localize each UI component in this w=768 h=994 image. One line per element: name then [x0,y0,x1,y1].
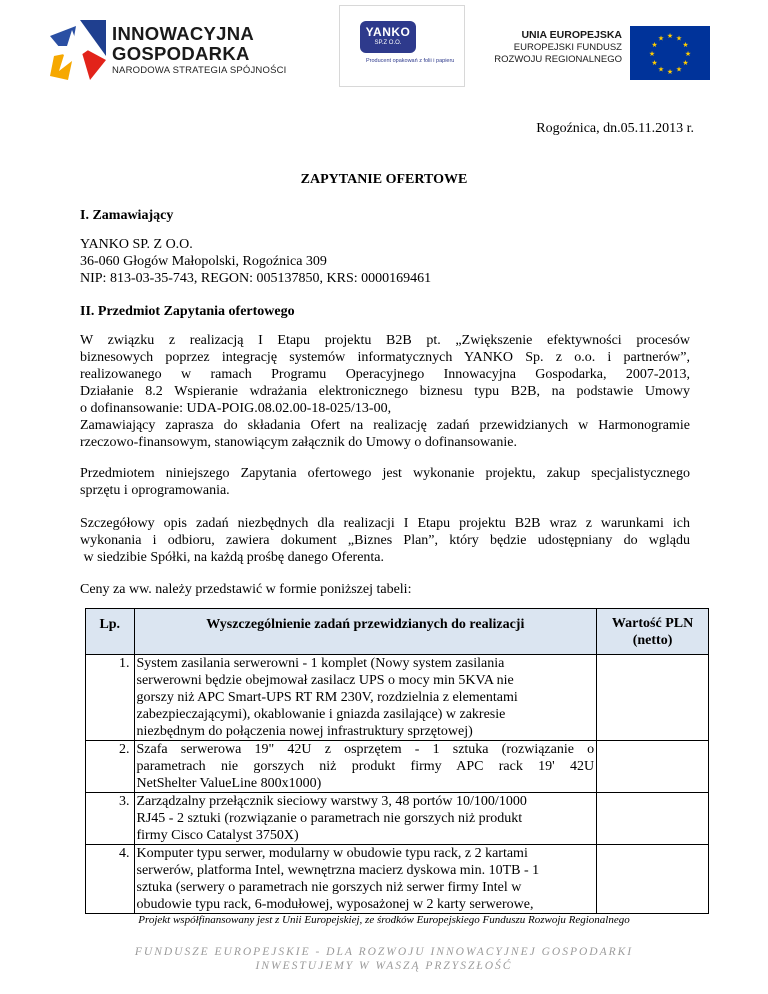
section-1-heading: I. Zamawiający [80,208,174,223]
orderer-name: YANKO SP. Z O.O. [80,237,193,252]
table-row [86,793,709,845]
row-line: gorszy niż APC Smart-UPS RT RM 230V, rozdzielnia z elementami [136,690,518,705]
ig-logo-line1: INNOWACYJNA [112,23,255,44]
paragraph-line: sprzętu i oprogramowania. [80,483,230,498]
table-row [86,655,709,741]
svg-text:★: ★ [675,65,683,74]
paragraph-line: Zamawiający zaprasza do składania Ofert na realizację zadań przewidzianych w Harmonogramie [80,418,690,433]
place-date: Rogoźnica, dn.05.11.2013 r. [536,121,694,136]
row-value-cell[interactable] [597,655,709,741]
svg-text:★: ★ [657,34,665,43]
orderer-ids: NIP: 813-03-35-743, REGON: 005137850, KRS: 0000169461 [80,271,432,286]
row-lp: 1. [86,655,135,741]
paragraph-line: Działanie 8.2 Wspieranie wdrażania elektronicznego biznesu typu B2B, na podstawie Umowy [80,384,690,399]
slogan-line2: INWESTUJEMY W WASZĄ PRZYSZŁOŚĆ [255,960,513,972]
table-row [86,845,709,914]
eu-logo-line3: ROZWOJU REGIONALNEGO [494,54,622,65]
yanko-logo [339,5,465,87]
orderer-details [80,236,690,287]
row-value-cell[interactable] [597,793,709,845]
row-line: zabezpieczającymi), okablowanie i gniazda zasilające) w zakresie [136,707,506,722]
ig-logo-line3: NARODOWA STRATEGIA SPÓJNOŚCI [112,65,287,76]
row-line: obudowie typu rack, 6-modułowej, wyposażonej w 2 karty serwerowe, [136,897,534,912]
eu-logo-line1: UNIA EUROPEJSKA [521,29,622,41]
paragraph-line: o dofinansowanie: UDA-POIG.08.02.00-18-025/13-00, [80,401,392,416]
svg-text:★: ★ [651,59,658,67]
row-line: parametrach nie gorszych niż produkt firmy APC rack 19' 42U [136,759,595,774]
paragraph-3 [80,515,690,566]
innowacyjna-gospodarka-logo [50,14,300,84]
paragraph-4: Ceny za ww. należy przedstawić w formie poniższej tabeli: [80,582,412,597]
row-description [134,655,597,741]
header-value-line1: Wartość PLN [611,616,694,631]
row-description [134,741,597,793]
svg-text:★: ★ [666,32,674,40]
eu-logo [494,22,710,82]
row-line: NetShelter ValueLine 800x1000) [136,776,322,791]
table-header-row [86,609,709,655]
row-value-cell[interactable] [597,741,709,793]
row-line: Szafa serwerowa 19" 42U z osprzętem - 1 sztuka (rozwiązanie o [136,742,595,757]
row-line: firmy Cisco Catalyst 3750X) [136,828,299,843]
paragraph-1 [80,332,690,451]
row-line: Zarządzalny przełącznik sieciowy warstwy 3, 48 portów 10/100/1000 [136,794,527,809]
row-description [134,793,597,845]
row-description [134,845,597,914]
eu-funds-slogan [0,945,768,973]
paragraph-2 [80,465,690,499]
row-line: System zasilania serwerowni - 1 komplet (Nowy system zasilania [136,656,505,671]
svg-text:★: ★ [666,68,674,76]
row-line: RJ45 - 2 sztuki (rozwiązanie o parametrach nie gorszych niż produkt [136,811,523,826]
paragraph-line: rzeczowo-finansowym, stanowiącym załącznik do Umowy o dofinansowanie. [80,435,517,450]
slogan-line1: FUNDUSZE EUROPEJSKIE - DLA ROZWOJU INNOWACYJNEJ GOSPODARKI [134,946,634,958]
document-title: ZAPYTANIE OFERTOWE [300,172,468,187]
table-row [86,741,709,793]
svg-text:★: ★ [648,50,656,58]
eu-logo-line2: EUROPEJSKI FUNDUSZ [513,42,622,53]
header-lp: Lp. [86,609,135,655]
ig-logo-line2: GOSPODARKA [112,43,250,64]
section-2-heading: II. Przedmiot Zapytania ofertowego [80,304,295,319]
yanko-logo-tagline: Producent opakowań z folii i papieru [366,58,455,64]
svg-text:★: ★ [657,65,665,74]
eu-flag-icon [630,26,710,80]
row-line: serwerowni będzie obejmował zasilacz UPS o mocy min 5KVA nie [136,673,514,688]
row-line: serwerów, platforma Intel, wewnętrzna macierz dyskowa min. 10TB - 1 [136,863,540,878]
svg-text:★: ★ [675,34,683,43]
pricing-table [85,608,709,914]
svg-text:★: ★ [682,59,689,67]
row-lp: 4. [86,845,135,914]
ig-star-icon [50,16,106,80]
yanko-logo-name: YANKO [365,25,411,39]
header-description: Wyszczególnienie zadań przewidzianych do realizacji [134,609,597,655]
row-lp: 2. [86,741,135,793]
cofinancing-note: Projekt współfinansowany jest z Unii Europejskiej, ze środków Europejskiego Funduszu Rozwoju Regionalnego [138,914,630,926]
paragraph-line: Szczegółowy opis zadań niezbędnych dla realizacji I Etapu projektu B2B wraz z warunkami ich [80,516,690,531]
paragraph-line: W związku z realizacją I Etapu projektu B2B pt. „Zwiększenie efektywności procesów [80,333,690,348]
paragraph-line: wykonania i odbioru, zawiera dokument „Biznes Plan”, który będzie udostępniany do wglądu [80,533,690,548]
header-value-line2: (netto) [632,633,673,648]
header-value [597,609,709,655]
svg-text:★: ★ [682,41,689,49]
paragraph-line: w siedzibie Spółki, na każdą prośbę danego Oferenta. [80,550,385,565]
paragraph-line: biznesowych poprzez integrację systemów informatycznych YANKO Sp. z o.o. i partnerów”, [80,350,690,365]
yanko-logo-sub: SP.Z O.O. [374,40,402,46]
row-line: niezbędnym do połączenia nowej infrastruktury sprzętowej) [136,724,473,739]
paragraph-line: realizowanego w ramach Programu Operacyjnego Innowacyjna Gospodarka, 2007-2013, [80,367,690,382]
yanko-badge [360,21,416,53]
row-lp: 3. [86,793,135,845]
row-line: Komputer typu serwer, modularny w obudowie typu rack, z 2 kartami [136,846,528,861]
svg-text:★: ★ [651,41,658,49]
svg-text:★: ★ [684,50,692,58]
paragraph-line: Przedmiotem niniejszego Zapytania ofertowego jest wykonanie projektu, zakup specjalistycznego [80,466,690,481]
row-line: sztuka (serwery o parametrach nie gorszych niż serwer firmy Intel w [136,880,522,895]
orderer-address: 36-060 Głogów Małopolski, Rogoźnica 309 [80,254,327,269]
row-value-cell[interactable] [597,845,709,914]
